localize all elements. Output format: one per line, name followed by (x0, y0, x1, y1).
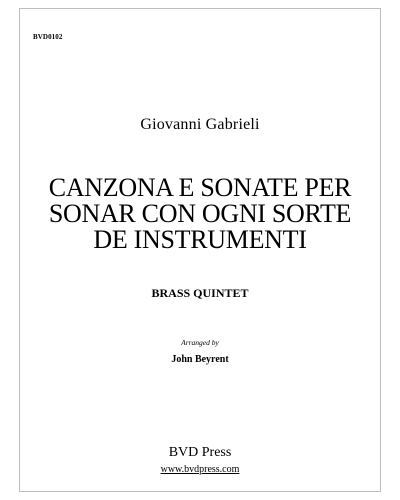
work-title (20, 175, 380, 253)
publisher-website-link[interactable]: www.bvdpress.com (160, 464, 240, 475)
title-line-1: CANZONA E SONATE PER (48, 173, 352, 202)
title-line-3: DE INSTRUMENTI (93, 225, 307, 254)
arranger-name: John Beyrent (171, 354, 229, 365)
catalog-number: BVD0102 (33, 33, 63, 41)
composer-name: Giovanni Gabrieli (140, 116, 260, 133)
instrumentation: BRASS QUINTET (151, 286, 249, 300)
title-line-2: SONAR CON OGNI SORTE (48, 199, 352, 228)
publisher-name: BVD Press (168, 445, 232, 460)
score-cover-page (19, 8, 381, 492)
arranged-by-label: Arranged by (181, 338, 219, 347)
